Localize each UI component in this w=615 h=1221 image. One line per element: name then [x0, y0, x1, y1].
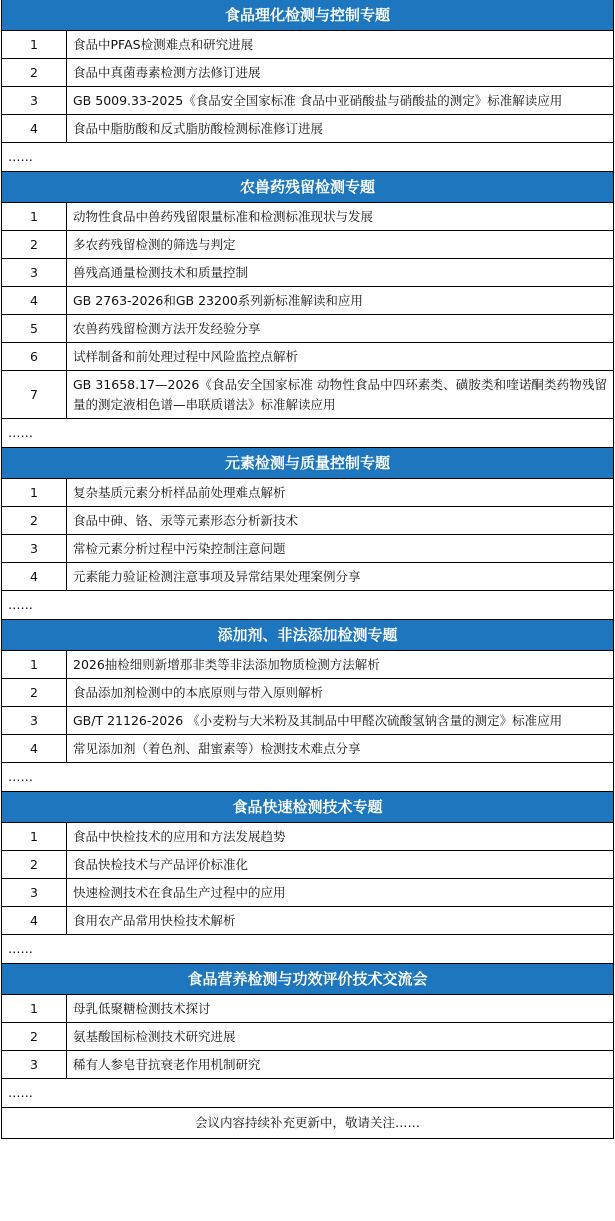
item-number: 4	[2, 287, 67, 315]
topic-section	[1, 0, 614, 172]
item-title: 食品中PFAS检测难点和研究进展	[67, 31, 614, 59]
item-title: GB 2763-2026和GB 23200系列新标准解读和应用	[67, 287, 614, 315]
ellipsis-text: ……	[2, 419, 614, 448]
item-number: 3	[2, 535, 67, 563]
table-row	[2, 371, 614, 419]
item-title: 母乳低聚糖检测技术探讨	[67, 995, 614, 1023]
item-title: 复杂基质元素分析样品前处理难点解析	[67, 479, 614, 507]
item-title: 食品快检技术与产品评价标准化	[67, 851, 614, 879]
item-number: 3	[2, 87, 67, 115]
topic-section	[1, 448, 614, 620]
table-row	[2, 679, 614, 707]
item-title: 食品中砷、铬、汞等元素形态分析新技术	[67, 507, 614, 535]
item-title: 元素能力验证检测注意事项及异常结果处理案例分享	[67, 563, 614, 591]
more-row	[2, 935, 614, 964]
item-number: 1	[2, 995, 67, 1023]
item-number: 2	[2, 679, 67, 707]
section-title: 食品营养检测与功效评价技术交流会	[1, 964, 614, 994]
table-row	[2, 707, 614, 735]
item-title: 多农药残留检测的筛选与判定	[67, 231, 614, 259]
topic-table	[1, 30, 614, 172]
table-row	[2, 259, 614, 287]
ellipsis-text: ……	[2, 763, 614, 792]
table-row	[2, 479, 614, 507]
item-title: 动物性食品中兽药残留限量标准和检测标准现状与发展	[67, 203, 614, 231]
table-row	[2, 995, 614, 1023]
item-number: 1	[2, 651, 67, 679]
table-row	[2, 287, 614, 315]
ellipsis-text: ……	[2, 143, 614, 172]
topic-table	[1, 478, 614, 620]
item-number: 4	[2, 735, 67, 763]
topic-table	[1, 650, 614, 792]
item-number: 1	[2, 823, 67, 851]
item-title: 食用农产品常用快检技术解析	[67, 907, 614, 935]
table-row	[2, 507, 614, 535]
topic-table	[1, 202, 614, 448]
table-row	[2, 31, 614, 59]
item-title: 食品中脂肪酸和反式脂肪酸检测标准修订进展	[67, 115, 614, 143]
table-row	[2, 315, 614, 343]
topic-section	[1, 172, 614, 448]
item-number: 2	[2, 231, 67, 259]
item-title: 食品添加剂检测中的本底原则与带入原则解析	[67, 679, 614, 707]
item-number: 7	[2, 371, 67, 419]
item-title: 2026抽检细则新增那非类等非法添加物质检测方法解析	[67, 651, 614, 679]
item-title: GB 5009.33-2025《食品安全国家标准 食品中亚硝酸盐与硝酸盐的测定》标准解读应用	[67, 87, 614, 115]
table-row	[2, 535, 614, 563]
item-number: 2	[2, 507, 67, 535]
section-title: 食品快速检测技术专题	[1, 792, 614, 822]
item-title: 食品中快检技术的应用和方法发展趋势	[67, 823, 614, 851]
item-title: 快速检测技术在食品生产过程中的应用	[67, 879, 614, 907]
more-row	[2, 763, 614, 792]
item-number: 3	[2, 879, 67, 907]
item-number: 4	[2, 563, 67, 591]
item-number: 1	[2, 31, 67, 59]
more-row	[2, 143, 614, 172]
item-number: 4	[2, 907, 67, 935]
table-row	[2, 563, 614, 591]
item-title: 试样制备和前处理过程中风险监控点解析	[67, 343, 614, 371]
item-title: GB/T 21126-2026 《小麦粉与大米粉及其制品中甲醛次硫酸氢钠含量的测定》标准应用	[67, 707, 614, 735]
footer-note: 会议内容持续补充更新中，敬请关注……	[1, 1108, 614, 1139]
topic-section	[1, 792, 614, 964]
table-row	[2, 59, 614, 87]
more-row	[2, 591, 614, 620]
item-number: 2	[2, 59, 67, 87]
item-number: 3	[2, 707, 67, 735]
table-row	[2, 735, 614, 763]
topic-table	[1, 822, 614, 964]
item-number: 4	[2, 115, 67, 143]
table-row	[2, 651, 614, 679]
table-row	[2, 203, 614, 231]
table-row	[2, 879, 614, 907]
item-title: 常检元素分析过程中污染控制注意问题	[67, 535, 614, 563]
section-title: 食品理化检测与控制专题	[1, 0, 614, 30]
item-number: 1	[2, 203, 67, 231]
item-number: 6	[2, 343, 67, 371]
table-row	[2, 1051, 614, 1079]
section-title: 元素检测与质量控制专题	[1, 448, 614, 478]
item-number: 1	[2, 479, 67, 507]
item-number: 3	[2, 1051, 67, 1079]
table-row	[2, 851, 614, 879]
item-title: 兽残高通量检测技术和质量控制	[67, 259, 614, 287]
topic-section	[1, 620, 614, 792]
table-row	[2, 823, 614, 851]
item-title: 稀有人参皂苷抗衰老作用机制研究	[67, 1051, 614, 1079]
item-title: 农兽药残留检测方法开发经验分享	[67, 315, 614, 343]
table-row	[2, 87, 614, 115]
table-row	[2, 343, 614, 371]
more-row	[2, 419, 614, 448]
ellipsis-text: ……	[2, 591, 614, 620]
agenda-document	[1, 0, 614, 1108]
item-number: 3	[2, 259, 67, 287]
table-row	[2, 115, 614, 143]
item-title: 氨基酸国标检测技术研究进展	[67, 1023, 614, 1051]
section-title: 农兽药残留检测专题	[1, 172, 614, 202]
item-number: 2	[2, 851, 67, 879]
item-number: 5	[2, 315, 67, 343]
table-row	[2, 907, 614, 935]
ellipsis-text: ……	[2, 935, 614, 964]
topic-table	[1, 994, 614, 1108]
topic-section	[1, 964, 614, 1108]
more-row	[2, 1079, 614, 1108]
section-title: 添加剂、非法添加检测专题	[1, 620, 614, 650]
table-row	[2, 231, 614, 259]
table-row	[2, 1023, 614, 1051]
item-title: 常见添加剂（着色剂、甜蜜素等）检测技术难点分享	[67, 735, 614, 763]
item-title: GB 31658.17—2026《食品安全国家标准 动物性食品中四环素类、磺胺类和喹诺酮类药物残留量的测定液相色谱—串联质谱法》标准解读应用	[67, 371, 614, 419]
ellipsis-text: ……	[2, 1079, 614, 1108]
item-number: 2	[2, 1023, 67, 1051]
item-title: 食品中真菌毒素检测方法修订进展	[67, 59, 614, 87]
